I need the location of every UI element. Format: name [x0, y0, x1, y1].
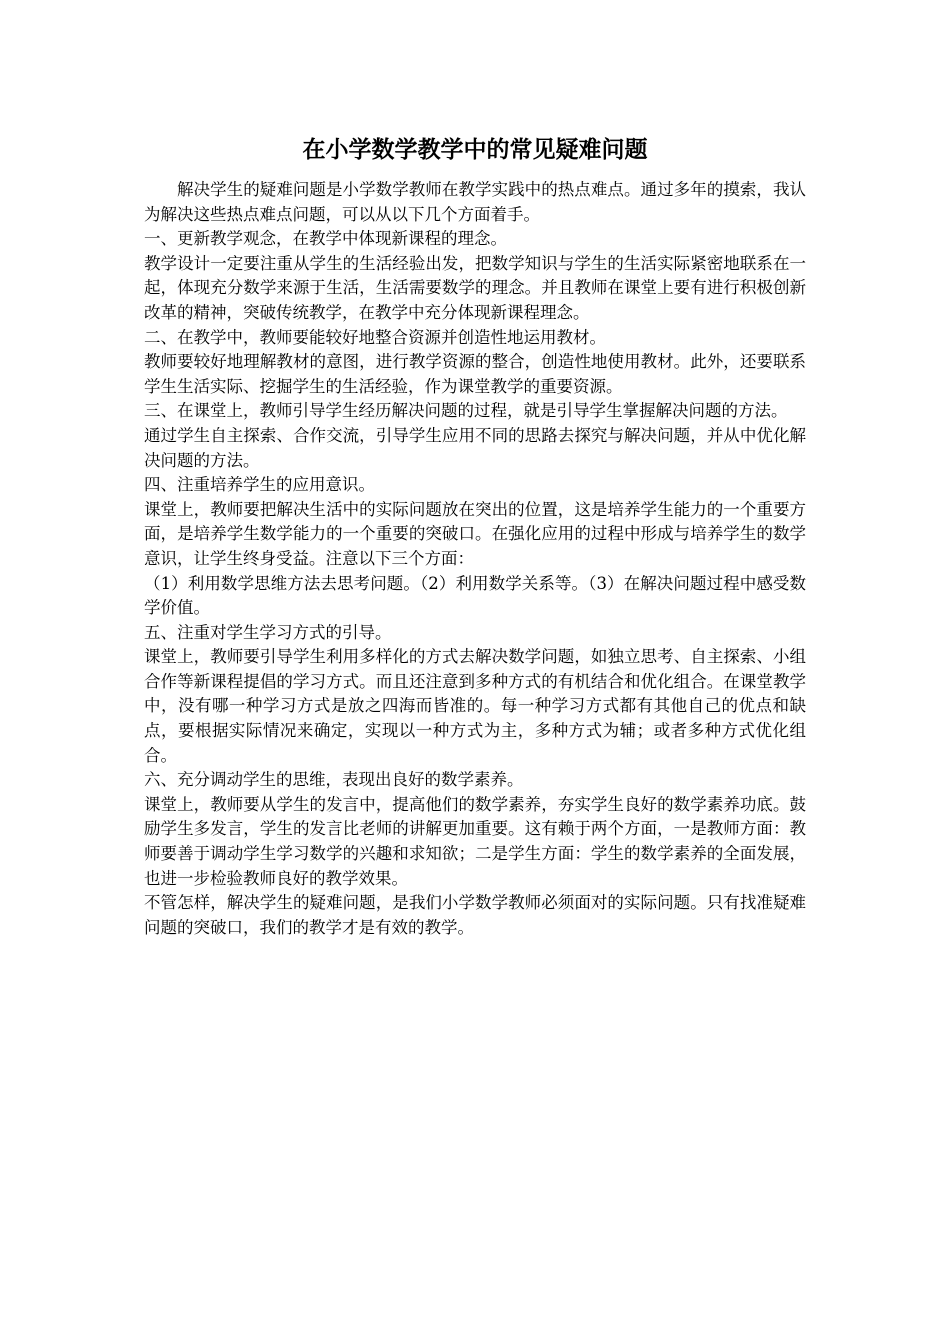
section-body-1: 教学设计一定要注重从学生的生活经验出发，把数学知识与学生的生活实际紧密地联系在一起，体现充分数学来源于生活，生活需要数学的理念。并且教师在课堂上要有进行积极创新改革的精神，突破传统教学，在教学中充分体现新课程理念。 [144, 253, 806, 322]
section-body-5: 课堂上，教师要引导学生利用多样化的方式去解决数学问题，如独立思考、自主探索、小组合作等新课程提倡的学习方式。而且还注意到多种方式的有机结合和优化组合。在课堂教学中，没有哪一种学习方式是放之四海而皆准的。每一种学习方式都有其他自己的优点和缺点，要根据实际情况来确定，实现以一种方式为主，多种方式为辅；或者多种方式优化组合。 [144, 647, 806, 765]
section-heading-5: 五、注重对学生学习方式的引导。 [144, 622, 392, 642]
section-heading-4: 四、注重培养学生的应用意识。 [144, 475, 375, 495]
section-heading-3: 三、在课堂上，教师引导学生经历解决问题的过程，就是引导学生掌握解决问题的方法。 [144, 401, 788, 421]
document-body [144, 132, 806, 940]
section-body-2: 教师要较好地理解教材的意图，进行教学资源的整合，创造性地使用教材。此外，还要联系学生生活实际、挖掘学生的生活经验，作为课堂教学的重要资源。 [144, 352, 806, 396]
section-body-6: 课堂上，教师要从学生的发言中，提高他们的数学素养，夯实学生良好的数学素养功底。鼓励学生多发言，学生的发言比老师的讲解更加重要。这有赖于两个方面，一是教师方面：教师要善于调动学生学习数学的兴趣和求知欲；二是学生方面：学生的数学素养的全面发展，也进一步检验教师良好的教学效果。 [144, 794, 806, 888]
section-body-3: 通过学生自主探索、合作交流，引导学生应用不同的思路去探究与解决问题，并从中优化解决问题的方法。 [144, 425, 806, 470]
section-heading-1: 一、更新教学观念，在教学中体现新课程的理念。 [144, 229, 507, 249]
section-heading-2: 二、在教学中，教师要能较好地整合资源并创造性地运用教材。 [144, 327, 606, 347]
section-heading-6: 六、充分调动学生的思维，表现出良好的数学素养。 [144, 770, 524, 790]
section-body-4: 课堂上，教师要把解决生活中的实际问题放在突出的位置，这是培养学生能力的一个重要方面，是培养学生数学能力的一个重要的突破口。在强化应用的过程中形成与培养学生的数学意识，让学生终身受益。注意以下三个方面： [144, 499, 806, 568]
section-body-4-list: （1）利用数学思维方法去思考问题。（2）利用数学关系等。（3）在解决问题过程中感受数学价值。 [144, 573, 806, 618]
intro-paragraph: 解决学生的疑难问题是小学数学教师在教学实践中的热点难点。通过多年的摸索，我认为解决这些热点难点问题，可以从以下几个方面着手。 [144, 180, 806, 224]
document-title: 在小学数学教学中的常见疑难问题 [302, 137, 648, 163]
conclusion-paragraph: 不管怎样，解决学生的疑难问题，是我们小学数学教师必须面对的实际问题。只有找准疑难问题的突破口，我们的教学才是有效的教学。 [144, 893, 806, 937]
